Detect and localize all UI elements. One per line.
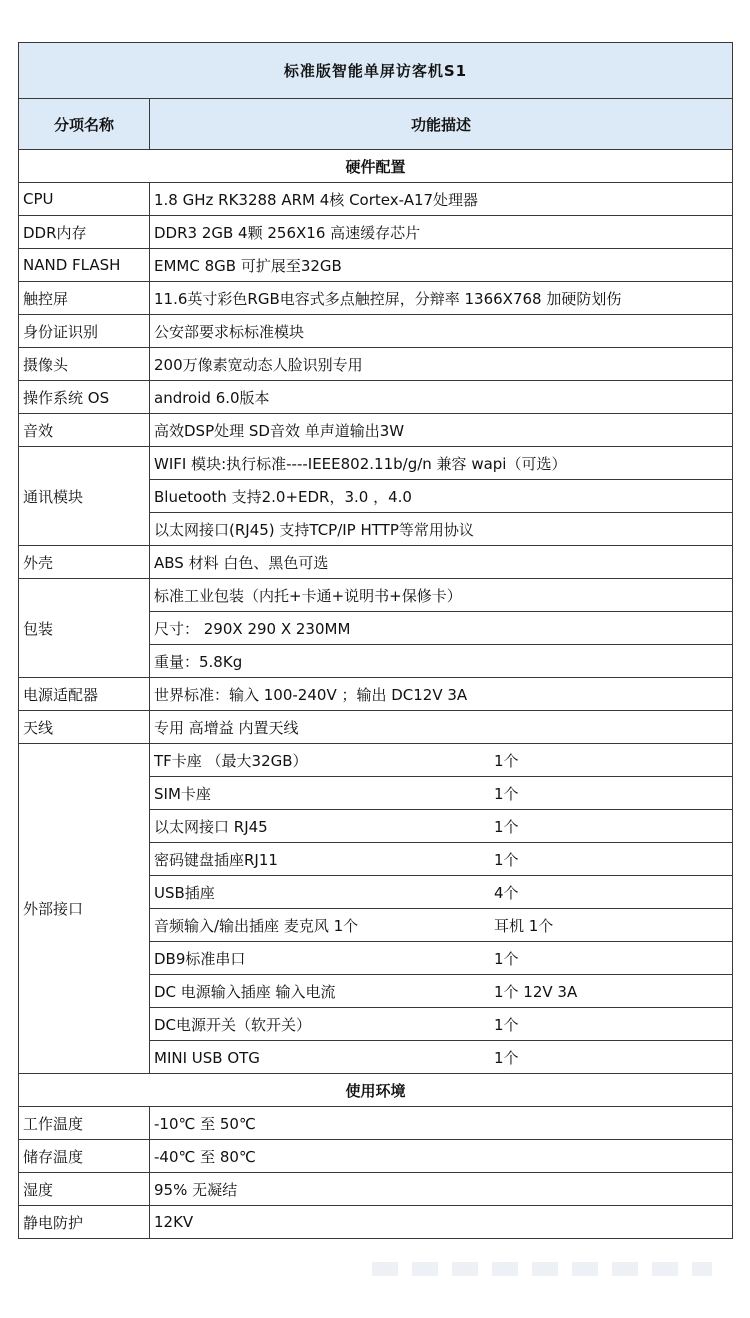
- row-desc: android 6.0版本: [150, 381, 733, 414]
- port-item: [150, 810, 733, 843]
- row-desc: 公安部要求标标准模块: [150, 315, 733, 348]
- faint-watermark: [372, 1262, 712, 1276]
- header-desc: 功能描述: [150, 99, 733, 150]
- port-item: [150, 1008, 733, 1041]
- env-desc: 95% 无凝结: [150, 1173, 733, 1206]
- port-label: DC 电源输入插座 输入电流: [154, 982, 336, 1001]
- spec-row: [19, 348, 733, 381]
- antenna-name: 天线: [19, 711, 150, 744]
- row-desc: 11.6英寸彩色RGB电容式多点触控屏，分辩率 1366X768 加硬防划伤: [150, 282, 733, 315]
- port-count: 耳机 1个: [494, 916, 554, 935]
- spec-row: [19, 414, 733, 447]
- ports-name: 外部接口: [19, 744, 150, 1074]
- port-label: SIM卡座: [154, 784, 211, 803]
- spec-row: [19, 216, 733, 249]
- port-item: [150, 942, 733, 975]
- env-desc: -40℃ 至 80℃: [150, 1140, 733, 1173]
- pack-line: 重量：5.8Kg: [150, 645, 733, 678]
- product-title: 标准版智能单屏访客机S1: [19, 43, 733, 99]
- pack-line: 标准工业包装（内托+卡通+说明书+保修卡）: [150, 579, 733, 612]
- row-name: CPU: [19, 183, 150, 216]
- env-name: 工作温度: [19, 1107, 150, 1140]
- port-count: 1个: [494, 751, 519, 770]
- comm-line: 以太网接口(RJ45) 支持TCP/IP HTTP等常用协议: [150, 513, 733, 546]
- port-item: [150, 909, 733, 942]
- row-desc: DDR3 2GB 4颗 256X16 高速缓存芯片: [150, 216, 733, 249]
- antenna-desc: 专用 高增益 内置天线: [150, 711, 733, 744]
- env-desc: 12KV: [150, 1206, 733, 1239]
- port-count: 1个: [494, 784, 519, 803]
- spec-row: [19, 381, 733, 414]
- port-count: 4个: [494, 883, 519, 902]
- env-name: 湿度: [19, 1173, 150, 1206]
- row-name: 摄像头: [19, 348, 150, 381]
- section-environment: 使用环境: [19, 1074, 733, 1107]
- port-label: 以太网接口 RJ45: [154, 817, 268, 836]
- power-desc: 世界标准：输入 100-240V ；输出 DC12V 3A: [150, 678, 733, 711]
- spec-row: [19, 249, 733, 282]
- row-name: 身份证识别: [19, 315, 150, 348]
- port-item: [150, 1041, 733, 1074]
- port-count: 1个: [494, 817, 519, 836]
- port-count: 1个: [494, 850, 519, 869]
- comm-line: WIFI 模块:执行标准----IEEE802.11b/g/n 兼容 wapi（可选）: [150, 447, 733, 480]
- env-row: [19, 1206, 733, 1239]
- spec-row: [19, 282, 733, 315]
- row-name: DDR内存: [19, 216, 150, 249]
- row-desc: 高效DSP处理 SD音效 单声道输出3W: [150, 414, 733, 447]
- pack-name: 包装: [19, 579, 150, 678]
- port-label: DC电源开关（软开关）: [154, 1015, 312, 1034]
- port-count: 1个: [494, 1048, 519, 1067]
- port-count: 1个: [494, 949, 519, 968]
- env-name: 静电防护: [19, 1206, 150, 1239]
- spec-row: [19, 183, 733, 216]
- port-item: [150, 975, 733, 1008]
- comm-line: Bluetooth 支持2.0+EDR，3.0 ，4.0: [150, 480, 733, 513]
- port-label: TF卡座 （最大32GB）: [154, 751, 308, 770]
- env-row: [19, 1107, 733, 1140]
- env-row: [19, 1140, 733, 1173]
- spec-table: [18, 42, 733, 1239]
- port-item: [150, 744, 733, 777]
- port-label: 密码键盘插座RJ11: [154, 850, 278, 869]
- row-name: 操作系统 OS: [19, 381, 150, 414]
- port-label: 音频输入/输出插座 麦克风 1个: [154, 916, 359, 935]
- power-name: 电源适配器: [19, 678, 150, 711]
- row-desc: EMMC 8GB 可扩展至32GB: [150, 249, 733, 282]
- port-count: 1个 12V 3A: [494, 982, 578, 1001]
- env-desc: -10℃ 至 50℃: [150, 1107, 733, 1140]
- row-desc: 1.8 GHz RK3288 ARM 4核 Cortex-A17处理器: [150, 183, 733, 216]
- row-desc: 200万像素宽动态人脸识别专用: [150, 348, 733, 381]
- spec-row: [19, 315, 733, 348]
- port-item: [150, 843, 733, 876]
- comm-name: 通讯模块: [19, 447, 150, 546]
- port-label: MINI USB OTG: [154, 1048, 260, 1067]
- row-name: 音效: [19, 414, 150, 447]
- pack-line: 尺寸： 290X 290 X 230MM: [150, 612, 733, 645]
- port-item: [150, 876, 733, 909]
- shell-name: 外壳: [19, 546, 150, 579]
- port-label: USB插座: [154, 883, 215, 902]
- header-name: 分项名称: [19, 99, 150, 150]
- row-name: 触控屏: [19, 282, 150, 315]
- port-label: DB9标准串口: [154, 949, 246, 968]
- section-hardware: 硬件配置: [19, 150, 733, 183]
- shell-desc: ABS 材料 白色、黑色可选: [150, 546, 733, 579]
- row-name: NAND FLASH: [19, 249, 150, 282]
- port-count: 1个: [494, 1015, 519, 1034]
- env-name: 储存温度: [19, 1140, 150, 1173]
- env-row: [19, 1173, 733, 1206]
- port-item: [150, 777, 733, 810]
